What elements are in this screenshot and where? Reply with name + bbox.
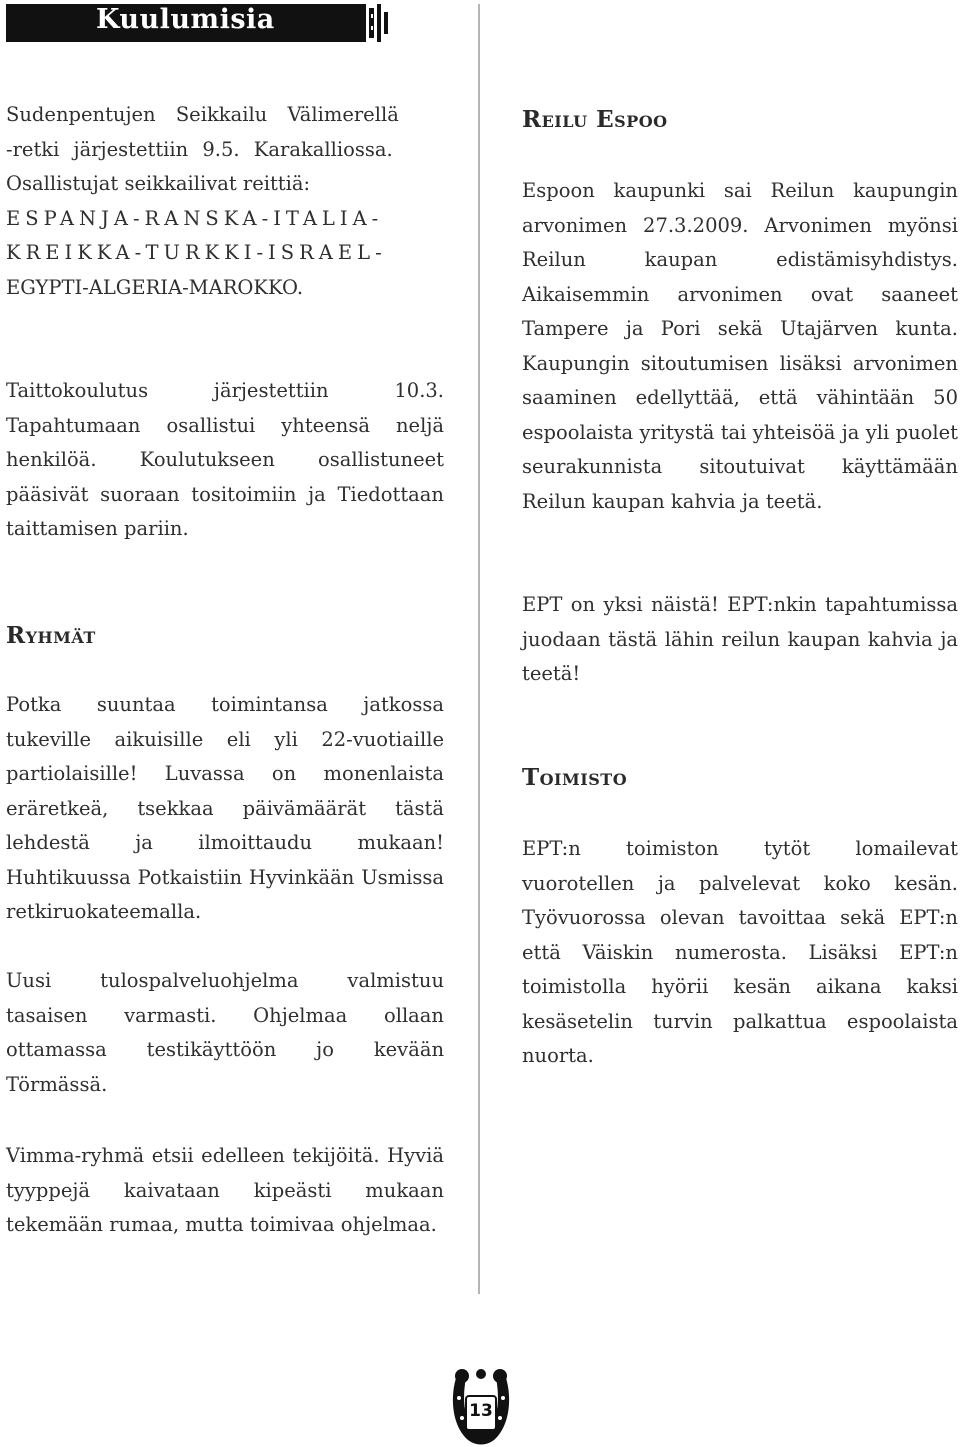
column-divider [478,4,480,1294]
section-heading-ryhmat: Ryhmät [6,622,96,649]
text-line: -retki järjestettiin 9.5. Karakalliossa. [6,137,393,161]
paragraph-vimma: Vimma-ryhmä etsii edelleen tekijöitä. Hyviä tyyppejä kaivataan kipeästi mukaan tekemään rumaa, mutta toimivaa ohjelmaa. [6,1144,444,1236]
paragraph-tulospalvelu: Uusi tulospalveluohjelma valmistuu tasaisen varmasti. Ohjelmaa ollaan ottamassa testikäyttöön jo kevään Törmässä. [6,969,444,1096]
text-line: Sudenpentujen Seikkailu Välimerellä [6,103,399,126]
paragraph-taittokoulutus: Taittokoulutus järjestettiin 10.3. Tapahtumaan osallistui yhteensä neljä henkilöä. Koulutukseen osallistuneet pääsivät suoraan tositoimiin ja Tiedottaan taittamisen pariin. [6,379,444,540]
paragraph-ept-reilu: EPT on yksi näistä! EPT:nkin tapahtumissa juodaan tästä lähin reilun kaupan kahvia ja teetä! [522,593,958,685]
banner-ornament-icon [358,2,390,44]
text-line: ESPANJA-RANSKA-ITALIA- [6,206,384,230]
page-title: Kuulumisia [96,4,275,35]
page-number-badge [448,1368,514,1447]
paragraph-potka: Potka suuntaa toimintansa jatkossa tukeville aikuisille eli yli 22-vuotiaille partiolaisille! Luvassa on monenlaista eräretkeä, tsekkaa päivämäärät tästä lehdestä ja ilmoittaudu mukaan! Huhtikuussa Potkaistiin Hyvinkään Usmissa retkiruokateemalla. [6,693,444,923]
section-heading-toimisto: Toimisto [522,764,628,791]
text-line: KREIKKA-TURKKI-ISRAEL- [6,241,387,264]
section-heading-reilu-espoo: Reilu Espoo [522,106,668,133]
paragraph-sudenpennut [6,98,444,305]
paragraph-toimisto: EPT:n toimiston tytöt lomailevat vuorotellen ja palvelevat koko kesän. Työvuorossa olevan tavoittaa sekä EPT:n että Väiskin numerosta. Lisäksi EPT:n toimistolla hyörii kesän aikana kaksi kesäsetelin turvin palkattua espoolaista nuorta. [522,837,958,1067]
page-number: 13 [469,1401,493,1421]
paragraph-reilu-kaupunki: Espoon kaupunki sai Reilun kaupungin arvonimen 27.3.2009. Arvonimen myönsi Reilun kaupan edistämisyhdistys. Aikaisemmin arvonimen ovat saaneet Tampere ja Pori sekä Utajärven kunta. Kaupungin sitoutumisen lisäksi arvonimen saaminen edellyttää, että vähintään 50 espoolaista yritystä tai yhteisöä ja yli puolet seurakunnista sitoutuivat käyttämään Reilun kaupan kahvia ja teetä. [522,179,958,513]
text-line: EGYPTI-ALGERIA-MAROKKO. [6,275,304,299]
text-line: Osallistujat seikkailivat reittiä: [6,172,311,195]
